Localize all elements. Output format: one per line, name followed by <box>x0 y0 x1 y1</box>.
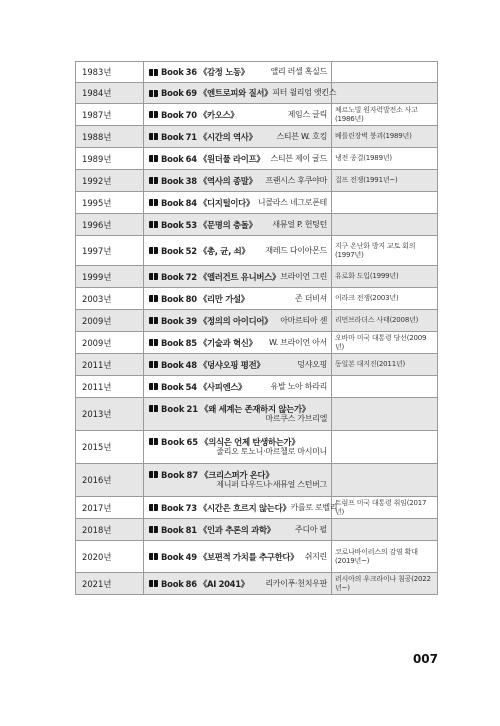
event-cell: 트럼프 미국 대통령 취임(2017년) <box>335 498 427 516</box>
book-title: 《덩샤오핑 평전》 <box>198 359 265 370</box>
table-row <box>75 431 438 464</box>
event-cell <box>332 83 437 103</box>
book-author: 마르쿠스 가브리엘 <box>265 414 327 423</box>
event-cell: 이라크 전쟁(2003년) <box>335 294 399 302</box>
book-number: 69 <box>185 88 197 98</box>
book-label: Book <box>161 219 184 230</box>
book-number: 64 <box>185 153 197 164</box>
book-label: Book <box>161 578 184 589</box>
table-row <box>75 497 438 519</box>
table-row <box>75 376 438 398</box>
book-cell <box>144 519 332 540</box>
book-icon <box>149 295 159 302</box>
book-icon <box>149 526 159 533</box>
book-icon <box>149 221 159 228</box>
book-author: 브라이언 그린 <box>280 271 327 281</box>
book-label: Book <box>161 245 184 256</box>
book-cell <box>144 236 332 265</box>
book-author: 스티븐 제이 굴드 <box>270 153 327 163</box>
book-title: 《디지털이다》 <box>198 197 255 208</box>
year-cell: 1996년 <box>76 214 144 235</box>
book-author: 프랜시스 후쿠야마 <box>265 175 327 185</box>
book-icon <box>149 553 159 560</box>
book-author: 줄리오 토노니·마르첼로 마시미니 <box>216 447 327 456</box>
book-author: 카를로 로벨리 <box>290 502 338 512</box>
book-author: 쉬지린 <box>304 551 327 561</box>
event-cell: 동일본 대지진(2011년) <box>335 360 406 368</box>
table-row <box>75 310 438 332</box>
book-label: Book <box>161 470 185 480</box>
event-cell: 냉전 종결(1989년) <box>335 154 392 162</box>
page-number: 007 <box>412 652 438 666</box>
book-number: 48 <box>185 359 197 370</box>
book-number: 21 <box>186 404 199 414</box>
year-cell: 2020년 <box>76 541 144 572</box>
book-icon <box>149 177 159 184</box>
book-title: 《카오스》 <box>198 109 239 120</box>
book-icon <box>149 111 159 118</box>
year-cell: 1995년 <box>76 192 144 213</box>
book-number: 39 <box>185 315 197 326</box>
book-number: 80 <box>185 293 197 304</box>
table-row <box>75 192 438 214</box>
event-cell: 유로화 도입(1999년) <box>335 272 399 280</box>
book-cell <box>144 148 332 169</box>
book-author: 스티븐 W. 호킹 <box>276 131 327 141</box>
book-icon <box>149 580 159 587</box>
book-cell <box>144 288 332 309</box>
table-row <box>75 266 438 288</box>
book-icon <box>149 199 159 206</box>
year-cell: 1992년 <box>76 170 144 191</box>
event-cell: 러시아의 우크라이나 침공(2022년~) <box>335 574 431 592</box>
book-number: 84 <box>185 197 197 208</box>
book-cell <box>144 192 332 213</box>
table-row <box>75 62 438 83</box>
book-label: Book <box>161 437 185 447</box>
table-row <box>75 573 438 595</box>
event-cell <box>332 192 437 213</box>
book-number: 81 <box>185 524 197 535</box>
book-icon <box>149 471 159 478</box>
table-row <box>75 214 438 236</box>
book-title: 《리만 가설》 <box>198 293 249 304</box>
book-author: 새뮤얼 P. 헌팅턴 <box>272 219 327 229</box>
event-cell <box>332 376 437 397</box>
book-number: 71 <box>185 131 197 142</box>
book-title: 《크리스퍼가 온다》 <box>200 470 274 480</box>
table-row <box>75 541 438 573</box>
table-row <box>75 170 438 192</box>
book-label: Book <box>161 88 184 98</box>
book-number: 65 <box>186 437 199 447</box>
book-cell <box>144 573 332 594</box>
book-number: 53 <box>185 219 197 230</box>
book-cell <box>144 266 332 287</box>
book-title: 《정의의 아이디어》 <box>198 315 273 326</box>
book-title: 《감정 노동》 <box>198 67 249 77</box>
book-number: 70 <box>185 109 197 120</box>
book-icon <box>149 317 159 324</box>
book-title: 《왜 세계는 존재하지 않는가》 <box>200 404 310 414</box>
table-row <box>75 354 438 376</box>
book-label: Book <box>161 67 184 77</box>
event-cell <box>332 214 437 235</box>
book-cell <box>144 332 332 353</box>
book-label: Book <box>161 315 184 326</box>
timeline-table <box>75 61 438 595</box>
table-row <box>75 83 438 104</box>
book-author: 재레드 다이아몬드 <box>265 245 327 255</box>
book-title: 《보편적 가치를 추구한다》 <box>198 551 299 562</box>
table-row <box>75 332 438 354</box>
book-title: 《의식은 언제 탄생하는가》 <box>200 437 300 447</box>
year-cell: 2018년 <box>76 519 144 540</box>
year-cell: 1983년 <box>76 62 144 82</box>
book-icon <box>149 247 159 254</box>
event-cell <box>332 464 437 496</box>
book-label: Book <box>161 175 184 186</box>
year-cell: 2009년 <box>76 332 144 353</box>
book-icon <box>149 405 159 412</box>
table-row <box>75 519 438 541</box>
book-author: W. 브라이언 아서 <box>269 337 327 347</box>
year-cell: 2003년 <box>76 288 144 309</box>
book-cell <box>144 376 332 397</box>
book-cell <box>144 310 332 331</box>
book-number: 85 <box>185 337 197 348</box>
book-cell <box>144 354 332 375</box>
event-cell <box>332 398 437 430</box>
year-cell: 2021년 <box>76 573 144 594</box>
book-icon <box>149 438 159 445</box>
book-label: Book <box>161 359 184 370</box>
book-icon <box>149 339 159 346</box>
book-label: Book <box>161 404 185 414</box>
table-row <box>75 288 438 310</box>
book-number: 52 <box>185 245 197 256</box>
book-title: 《원더풀 라이프》 <box>198 153 265 164</box>
year-cell: 1999년 <box>76 266 144 287</box>
year-cell: 1989년 <box>76 148 144 169</box>
book-cell <box>144 398 332 430</box>
table-row <box>75 464 438 497</box>
table-row <box>75 126 438 148</box>
book-author: 리카이푸·천치우판 <box>265 578 327 588</box>
book-label: Book <box>161 153 184 164</box>
table-row <box>75 104 438 126</box>
book-cell <box>144 170 332 191</box>
year-cell: 2013년 <box>76 398 144 430</box>
book-title: 《엔트로피와 질서》 <box>198 88 273 98</box>
book-icon <box>149 155 159 162</box>
event-cell: 체르노빌 원자력발전소 사고(1986년) <box>335 105 418 123</box>
book-title: 《기술과 혁신》 <box>198 337 257 348</box>
book-cell <box>144 83 337 103</box>
book-cell <box>144 497 338 518</box>
book-icon <box>149 90 159 97</box>
book-label: Book <box>161 293 184 304</box>
book-cell <box>144 104 332 125</box>
book-label: Book <box>161 197 184 208</box>
book-author: 아마르티아 센 <box>280 315 327 325</box>
book-label: Book <box>161 524 184 535</box>
book-label: Book <box>161 109 184 120</box>
book-label: Book <box>161 551 184 562</box>
book-label: Book <box>161 131 184 142</box>
book-title: 《사피엔스》 <box>198 381 247 392</box>
year-cell: 1984년 <box>76 83 144 103</box>
year-cell: 2016년 <box>76 464 144 496</box>
event-cell: 지구 온난화 방지 교토 회의(1997년) <box>335 241 416 259</box>
event-cell: 걸프 전쟁(1991년~) <box>335 176 398 184</box>
book-icon <box>149 69 159 76</box>
book-title: 《인과 추론의 과학》 <box>198 524 275 535</box>
book-title: 《총, 균, 쇠》 <box>198 245 250 256</box>
book-number: 38 <box>185 175 197 186</box>
event-cell <box>332 519 437 540</box>
book-author: 존 더비셔 <box>295 293 327 303</box>
book-label: Book <box>161 337 184 348</box>
year-cell: 2011년 <box>76 354 144 375</box>
book-icon <box>149 361 159 368</box>
book-author: 주디아 펄 <box>295 524 327 534</box>
year-cell: 1987년 <box>76 104 144 125</box>
year-cell: 2011년 <box>76 376 144 397</box>
book-label: Book <box>161 271 184 282</box>
book-author: 제니퍼 다우드나·새뮤얼 스턴버그 <box>216 480 327 489</box>
year-cell: 2009년 <box>76 310 144 331</box>
year-cell: 2017년 <box>76 497 144 518</box>
year-cell: 1997년 <box>76 236 144 265</box>
book-title: 《엘러건트 유니버스》 <box>198 271 281 282</box>
book-author: 제임스 글릭 <box>287 109 327 119</box>
book-author: 덩샤오핑 <box>297 359 327 369</box>
book-icon <box>149 504 159 511</box>
book-cell <box>144 214 332 235</box>
table-row <box>75 398 438 431</box>
book-cell <box>144 431 332 463</box>
event-cell: 리먼브라더스 사태(2008년) <box>335 316 419 324</box>
book-number: 72 <box>185 271 197 282</box>
book-icon <box>149 383 159 390</box>
book-number: 49 <box>185 551 197 562</box>
event-cell: 코로나바이러스의 감염 확대(2019년~) <box>335 547 418 565</box>
book-icon <box>149 273 159 280</box>
book-number: 54 <box>185 381 197 392</box>
book-title: 《시간은 흐르지 않는다》 <box>198 502 291 513</box>
book-author: 니콜라스 네그로폰테 <box>257 197 327 207</box>
event-cell <box>332 62 437 82</box>
book-cell <box>144 126 332 147</box>
book-icon <box>149 133 159 140</box>
book-title: 《역사의 종말》 <box>198 175 257 186</box>
book-title: 《시간의 역사》 <box>198 131 257 142</box>
book-number: 73 <box>185 502 197 513</box>
table-row <box>75 236 438 266</box>
book-cell <box>144 541 332 572</box>
event-cell: 베를린장벽 붕괴(1989년) <box>335 132 412 140</box>
book-title: 《문명의 충돌》 <box>198 219 257 230</box>
event-cell: 오바마 미국 대통령 당선(2009년) <box>335 333 427 351</box>
book-author: 피터 윌리엄 앳킨스 <box>272 88 337 97</box>
book-label: Book <box>161 502 184 513</box>
book-author: 앨리 러셀 혹실드 <box>270 67 327 76</box>
book-label: Book <box>161 381 184 392</box>
book-number: 36 <box>185 67 197 77</box>
book-cell <box>144 464 332 496</box>
table-row <box>75 148 438 170</box>
year-cell: 1988년 <box>76 126 144 147</box>
book-author: 유발 노아 하라리 <box>270 381 327 391</box>
book-number: 86 <box>185 578 197 589</box>
book-cell <box>144 62 332 82</box>
year-cell: 2015년 <box>76 431 144 463</box>
book-title: 《AI 2041》 <box>198 578 249 589</box>
book-number: 87 <box>186 470 199 480</box>
event-cell <box>332 431 437 463</box>
